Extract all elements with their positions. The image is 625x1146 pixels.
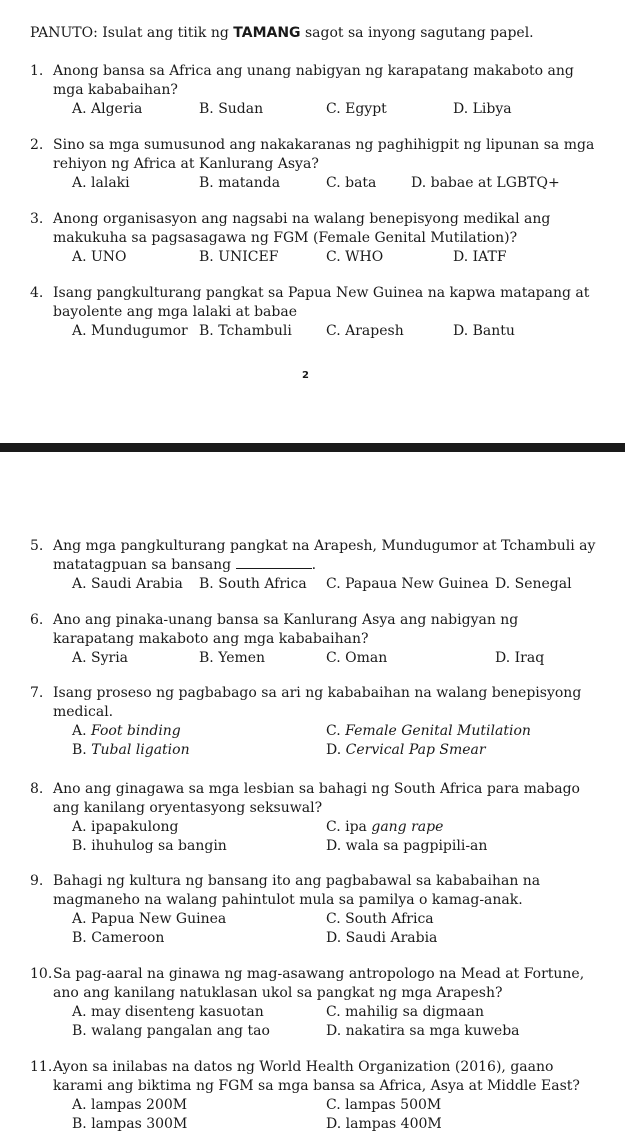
question-text: Ano ang pinaka-unang bansa sa Kanlurang Asya ang nabigyan ng karapatang makaboto ang mga kababaihan?	[53, 612, 519, 647]
option[interactable]: C. Egypt	[326, 101, 387, 117]
option[interactable]: A. Mundugumor	[72, 323, 188, 339]
option-letter: B.	[72, 742, 92, 758]
option[interactable]: A. lalaki	[72, 175, 130, 191]
option[interactable]: B. walang pangalan ang tao	[72, 1023, 270, 1039]
option-text-italic: gang rape	[371, 819, 444, 835]
page-number: 2	[302, 370, 309, 381]
option[interactable]: A. Saudi Arabia	[72, 576, 183, 592]
option[interactable]	[72, 741, 190, 760]
option-letter: D.	[326, 742, 346, 758]
question-4	[30, 284, 600, 341]
option[interactable]: B. matanda	[199, 175, 281, 191]
question-number: 5.	[30, 538, 44, 554]
option-text: C. ipa	[326, 819, 372, 835]
question-text: Sino sa mga sumusunod ang nakakaranas ng paghihigpit ng lipunan sa mga rehiyon ng Africa at Kanlurang Asya?	[53, 137, 595, 172]
option[interactable]: A. may disenteng kasuotan	[72, 1004, 264, 1020]
option[interactable]: C. lampas 500M	[326, 1097, 442, 1113]
option-letter: C.	[326, 723, 346, 739]
question-text: Anong organisasyon ang nagsabi na walang benepisyong medikal ang makukuha sa pagsasagawa ng FGM (Female Genital Mutilation)?	[53, 211, 551, 246]
option[interactable]: C. Oman	[326, 650, 388, 666]
option-text: Cervical Pap Smear	[345, 742, 486, 758]
option[interactable]: C. mahilig sa digmaan	[326, 1004, 484, 1020]
question-text: Isang proseso ng pagbabago sa ari ng kababaihan na walang benepisyong medical.	[53, 685, 582, 720]
option-text: Female Genital Mutilation	[345, 723, 531, 739]
question-1	[30, 62, 600, 119]
option[interactable]: D. Bantu	[453, 323, 515, 339]
option[interactable]	[72, 722, 181, 741]
option[interactable]	[326, 818, 443, 837]
option[interactable]: A. Algeria	[72, 101, 143, 117]
option[interactable]: D. Senegal	[495, 576, 572, 592]
question-text: Bahagi ng kultura ng bansang ito ang pagbabawal sa kababaihan na magmaneho na walang pahintulot mula sa pamilya o kamag-anak.	[53, 873, 541, 908]
question-text: Sa pag-aaral na ginawa ng mag-asawang antropologo na Mead at Fortune, ano ang kanilang natuklasan ukol sa pangkat ng mga Arapesh?	[53, 966, 585, 1001]
question-9	[30, 872, 600, 948]
option[interactable]: B. ihuhulog sa bangin	[72, 838, 227, 854]
option[interactable]: D. wala sa pagpipili-an	[326, 838, 488, 854]
option[interactable]: D. Saudi Arabia	[326, 930, 438, 946]
answer-blank[interactable]	[236, 556, 312, 569]
option[interactable]: D. nakatira sa mga kuweba	[326, 1023, 520, 1039]
option[interactable]: B. Sudan	[199, 101, 264, 117]
question-10	[30, 965, 600, 1041]
instructions	[30, 25, 534, 41]
option-text: Tubal ligation	[91, 742, 190, 758]
question-number: 10.	[30, 966, 53, 982]
option[interactable]: C. WHO	[326, 249, 384, 265]
question-number: 8.	[30, 781, 44, 797]
option[interactable]: A. Syria	[72, 650, 129, 666]
option-letter: A.	[72, 723, 92, 739]
option[interactable]	[326, 722, 531, 741]
page-top	[0, 0, 625, 440]
question-number: 6.	[30, 612, 44, 628]
option[interactable]: D. Libya	[453, 101, 512, 117]
option[interactable]: D. IATF	[453, 249, 507, 265]
question-3	[30, 210, 600, 267]
option[interactable]: B. Tchambuli	[199, 323, 292, 339]
question-number: 4.	[30, 285, 44, 301]
question-8	[30, 780, 600, 856]
option[interactable]: B. UNICEF	[199, 249, 279, 265]
option[interactable]: C. Papaua New Guinea	[326, 576, 489, 592]
question-text: Ang mga pangkulturang pangkat na Arapesh, Mundugumor at Tchambuli ay matatagpuan sa bansang	[53, 538, 596, 573]
option[interactable]: D. Iraq	[495, 650, 545, 666]
option[interactable]: C. Arapesh	[326, 323, 404, 339]
question-text: Ano ang ginagawa sa mga lesbian sa bahagi ng South Africa para mabago ang kanilang oryentasyong seksuwal?	[53, 781, 580, 816]
option[interactable]: A. UNO	[72, 249, 127, 265]
question-number: 7.	[30, 685, 44, 701]
option[interactable]: D. babae at LGBTQ+	[411, 175, 560, 191]
option[interactable]: B. Cameroon	[72, 930, 165, 946]
option[interactable]: A. lampas 200M	[72, 1097, 188, 1113]
question-number: 2.	[30, 137, 44, 153]
question-number: 11.	[30, 1059, 53, 1075]
option[interactable]: B. South Africa	[199, 576, 307, 592]
option[interactable]: A. ipapakulong	[72, 819, 179, 835]
question-11	[30, 1058, 600, 1134]
option[interactable]: D. lampas 400M	[326, 1116, 442, 1132]
question-text: Anong bansa sa Africa ang unang nabigyan ng karapatang makaboto ang mga kababaihan?	[53, 63, 574, 98]
question-text-end: .	[311, 557, 317, 573]
page-divider	[0, 443, 625, 452]
option[interactable]: B. Yemen	[199, 650, 266, 666]
question-number: 9.	[30, 873, 44, 889]
option[interactable]: C. bata	[326, 175, 377, 191]
question-number: 1.	[30, 63, 44, 79]
question-2	[30, 136, 600, 193]
instructions-prefix: PANUTO: Isulat ang titik ng	[30, 25, 234, 41]
instructions-bold: TAMANG	[233, 25, 301, 41]
question-text: Ayon sa inilabas na datos ng World Health Organization (2016), gaano karami ang biktima ng FGM sa mga bansa sa Africa, Asya at Middle East?	[53, 1059, 580, 1094]
option[interactable]: B. lampas 300M	[72, 1116, 188, 1132]
question-6	[30, 611, 600, 668]
question-7	[30, 684, 600, 760]
question-text: Isang pangkulturang pangkat sa Papua New Guinea na kapwa matapang at bayolente ang mga lalaki at babae	[53, 285, 590, 320]
question-5	[30, 537, 600, 594]
instructions-suffix: sagot sa inyong sagutang papel.	[300, 25, 534, 41]
option-text: Foot binding	[91, 723, 181, 739]
option[interactable]: C. South Africa	[326, 911, 434, 927]
option[interactable]: A. Papua New Guinea	[72, 911, 227, 927]
question-number: 3.	[30, 211, 44, 227]
option[interactable]	[326, 741, 486, 760]
